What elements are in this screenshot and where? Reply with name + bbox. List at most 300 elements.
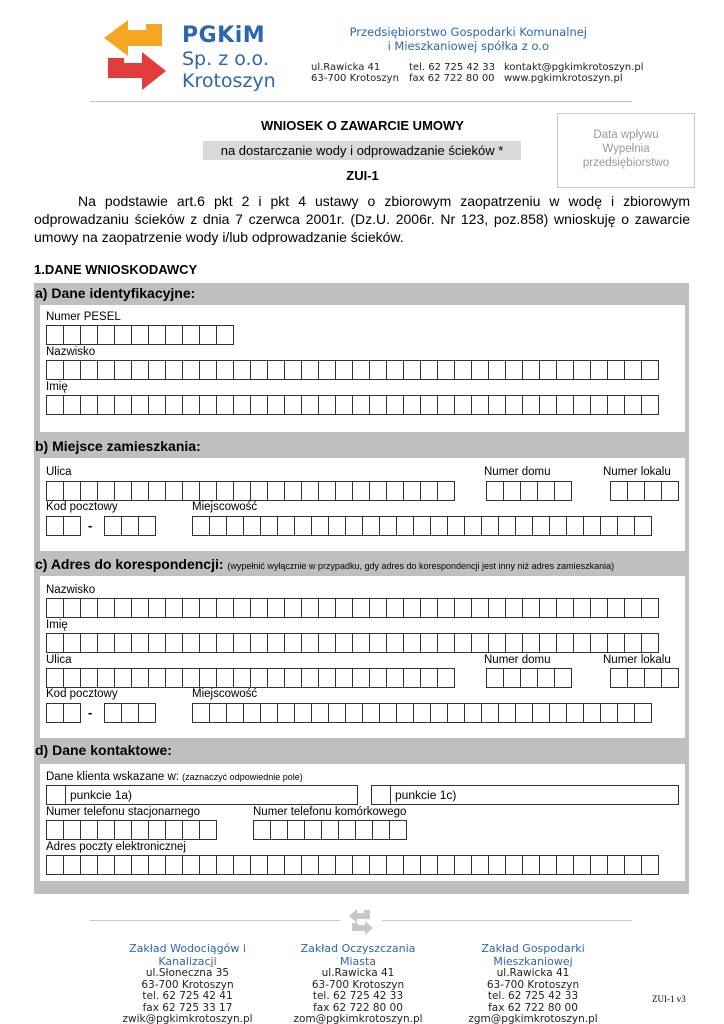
char-cell[interactable]	[199, 325, 217, 345]
char-cell[interactable]	[284, 481, 302, 501]
char-cell[interactable]	[505, 855, 523, 875]
char-cell[interactable]	[114, 360, 132, 380]
char-cell[interactable]	[321, 820, 339, 840]
char-cell[interactable]	[498, 703, 516, 723]
char-cell[interactable]	[556, 855, 574, 875]
char-cell[interactable]	[199, 855, 217, 875]
char-cell[interactable]	[389, 820, 407, 840]
char-cell[interactable]	[199, 481, 217, 501]
char-cell[interactable]	[284, 668, 302, 688]
char-cell[interactable]	[148, 598, 166, 618]
pesel-input[interactable]	[46, 325, 233, 345]
char-cell[interactable]	[352, 668, 370, 688]
char-cell[interactable]	[386, 395, 404, 415]
char-cell[interactable]	[520, 481, 538, 501]
char-cell[interactable]	[114, 481, 132, 501]
char-cell[interactable]	[522, 633, 540, 653]
char-cell[interactable]	[590, 598, 608, 618]
char-cell[interactable]	[250, 481, 268, 501]
char-cell[interactable]	[505, 360, 523, 380]
char-cell[interactable]	[318, 395, 336, 415]
char-cell[interactable]	[80, 633, 98, 653]
char-cell[interactable]	[267, 633, 285, 653]
char-cell[interactable]	[114, 855, 132, 875]
char-cell[interactable]	[226, 516, 244, 536]
char-cell[interactable]	[80, 820, 98, 840]
char-cell[interactable]	[403, 481, 421, 501]
char-cell[interactable]	[250, 395, 268, 415]
char-cell[interactable]	[63, 325, 81, 345]
char-cell[interactable]	[583, 703, 601, 723]
char-cell[interactable]	[413, 703, 431, 723]
char-cell[interactable]	[301, 395, 319, 415]
char-cell[interactable]	[386, 668, 404, 688]
char-cell[interactable]	[165, 395, 183, 415]
char-cell[interactable]	[46, 325, 64, 345]
char-cell[interactable]	[607, 395, 625, 415]
char-cell[interactable]	[498, 516, 516, 536]
char-cell[interactable]	[532, 703, 550, 723]
char-cell[interactable]	[46, 855, 64, 875]
option-1c-checkbox[interactable]	[371, 785, 391, 805]
char-cell[interactable]	[338, 820, 356, 840]
char-cell[interactable]	[420, 395, 438, 415]
char-cell[interactable]	[63, 481, 81, 501]
char-cell[interactable]	[352, 395, 370, 415]
char-cell[interactable]	[182, 360, 200, 380]
char-cell[interactable]	[549, 703, 567, 723]
char-cell[interactable]	[216, 360, 234, 380]
char-cell[interactable]	[369, 395, 387, 415]
char-cell[interactable]	[352, 360, 370, 380]
char-cell[interactable]	[590, 395, 608, 415]
char-cell[interactable]	[403, 668, 421, 688]
char-cell[interactable]	[199, 633, 217, 653]
char-cell[interactable]	[573, 360, 591, 380]
char-cell[interactable]	[114, 325, 132, 345]
char-cell[interactable]	[420, 855, 438, 875]
postcode-part1-input[interactable]	[46, 516, 80, 536]
char-cell[interactable]	[121, 703, 139, 723]
char-cell[interactable]	[437, 481, 455, 501]
char-cell[interactable]	[386, 598, 404, 618]
char-cell[interactable]	[318, 360, 336, 380]
char-cell[interactable]	[46, 668, 64, 688]
char-cell[interactable]	[539, 395, 557, 415]
city-input[interactable]	[192, 516, 651, 536]
char-cell[interactable]	[403, 855, 421, 875]
char-cell[interactable]	[253, 820, 271, 840]
char-cell[interactable]	[284, 598, 302, 618]
char-cell[interactable]	[165, 598, 183, 618]
char-cell[interactable]	[80, 360, 98, 380]
char-cell[interactable]	[121, 516, 139, 536]
char-cell[interactable]	[267, 855, 285, 875]
char-cell[interactable]	[114, 633, 132, 653]
char-cell[interactable]	[97, 820, 115, 840]
char-cell[interactable]	[97, 855, 115, 875]
char-cell[interactable]	[209, 703, 227, 723]
char-cell[interactable]	[63, 395, 81, 415]
char-cell[interactable]	[532, 516, 550, 536]
char-cell[interactable]	[46, 820, 64, 840]
char-cell[interactable]	[355, 820, 373, 840]
char-cell[interactable]	[566, 703, 584, 723]
char-cell[interactable]	[46, 360, 64, 380]
corr-city-input[interactable]	[192, 703, 651, 723]
char-cell[interactable]	[590, 855, 608, 875]
char-cell[interactable]	[372, 820, 390, 840]
char-cell[interactable]	[182, 820, 200, 840]
char-cell[interactable]	[362, 516, 380, 536]
char-cell[interactable]	[522, 395, 540, 415]
char-cell[interactable]	[80, 855, 98, 875]
char-cell[interactable]	[182, 633, 200, 653]
char-cell[interactable]	[63, 633, 81, 653]
char-cell[interactable]	[301, 360, 319, 380]
char-cell[interactable]	[515, 703, 533, 723]
char-cell[interactable]	[131, 598, 149, 618]
char-cell[interactable]	[46, 481, 64, 501]
char-cell[interactable]	[386, 855, 404, 875]
char-cell[interactable]	[97, 325, 115, 345]
char-cell[interactable]	[304, 820, 322, 840]
char-cell[interactable]	[352, 855, 370, 875]
char-cell[interactable]	[182, 598, 200, 618]
char-cell[interactable]	[199, 395, 217, 415]
char-cell[interactable]	[573, 598, 591, 618]
char-cell[interactable]	[63, 703, 81, 723]
char-cell[interactable]	[294, 516, 312, 536]
char-cell[interactable]	[148, 855, 166, 875]
char-cell[interactable]	[148, 481, 166, 501]
char-cell[interactable]	[46, 703, 64, 723]
char-cell[interactable]	[243, 516, 261, 536]
char-cell[interactable]	[335, 598, 353, 618]
char-cell[interactable]	[267, 668, 285, 688]
char-cell[interactable]	[97, 598, 115, 618]
landline-input[interactable]	[46, 820, 216, 840]
char-cell[interactable]	[209, 516, 227, 536]
char-cell[interactable]	[114, 668, 132, 688]
char-cell[interactable]	[627, 668, 645, 688]
char-cell[interactable]	[624, 598, 642, 618]
char-cell[interactable]	[437, 360, 455, 380]
char-cell[interactable]	[192, 703, 210, 723]
char-cell[interactable]	[573, 633, 591, 653]
char-cell[interactable]	[454, 598, 472, 618]
char-cell[interactable]	[537, 481, 555, 501]
char-cell[interactable]	[573, 395, 591, 415]
char-cell[interactable]	[131, 395, 149, 415]
mobile-input[interactable]	[253, 820, 406, 840]
char-cell[interactable]	[379, 516, 397, 536]
char-cell[interactable]	[250, 633, 268, 653]
char-cell[interactable]	[46, 598, 64, 618]
char-cell[interactable]	[131, 360, 149, 380]
char-cell[interactable]	[270, 820, 288, 840]
char-cell[interactable]	[335, 481, 353, 501]
char-cell[interactable]	[287, 820, 305, 840]
char-cell[interactable]	[131, 633, 149, 653]
char-cell[interactable]	[522, 598, 540, 618]
char-cell[interactable]	[260, 703, 278, 723]
char-cell[interactable]	[352, 633, 370, 653]
char-cell[interactable]	[539, 598, 557, 618]
option-1a-checkbox[interactable]	[46, 785, 66, 805]
char-cell[interactable]	[369, 598, 387, 618]
char-cell[interactable]	[199, 820, 217, 840]
char-cell[interactable]	[464, 703, 482, 723]
char-cell[interactable]	[284, 360, 302, 380]
corr-surname-input[interactable]	[46, 598, 658, 618]
char-cell[interactable]	[335, 633, 353, 653]
corr-postcode-part2-input[interactable]	[104, 703, 155, 723]
char-cell[interactable]	[556, 360, 574, 380]
char-cell[interactable]	[420, 598, 438, 618]
char-cell[interactable]	[554, 668, 572, 688]
char-cell[interactable]	[267, 598, 285, 618]
char-cell[interactable]	[641, 395, 659, 415]
char-cell[interactable]	[165, 668, 183, 688]
char-cell[interactable]	[437, 668, 455, 688]
char-cell[interactable]	[505, 633, 523, 653]
char-cell[interactable]	[420, 481, 438, 501]
char-cell[interactable]	[641, 633, 659, 653]
char-cell[interactable]	[318, 598, 336, 618]
char-cell[interactable]	[165, 325, 183, 345]
char-cell[interactable]	[148, 668, 166, 688]
char-cell[interactable]	[503, 481, 521, 501]
char-cell[interactable]	[216, 668, 234, 688]
char-cell[interactable]	[447, 516, 465, 536]
char-cell[interactable]	[413, 516, 431, 536]
char-cell[interactable]	[600, 516, 618, 536]
char-cell[interactable]	[80, 325, 98, 345]
char-cell[interactable]	[386, 481, 404, 501]
char-cell[interactable]	[131, 325, 149, 345]
char-cell[interactable]	[63, 820, 81, 840]
corr-flat-number-input[interactable]	[610, 668, 678, 688]
char-cell[interactable]	[165, 360, 183, 380]
street-input[interactable]	[46, 481, 454, 501]
char-cell[interactable]	[233, 633, 251, 653]
corr-house-number-input[interactable]	[486, 668, 571, 688]
char-cell[interactable]	[610, 481, 628, 501]
char-cell[interactable]	[250, 668, 268, 688]
char-cell[interactable]	[573, 855, 591, 875]
char-cell[interactable]	[447, 703, 465, 723]
char-cell[interactable]	[420, 668, 438, 688]
char-cell[interactable]	[345, 516, 363, 536]
char-cell[interactable]	[369, 668, 387, 688]
char-cell[interactable]	[437, 633, 455, 653]
char-cell[interactable]	[403, 598, 421, 618]
char-cell[interactable]	[471, 598, 489, 618]
char-cell[interactable]	[182, 325, 200, 345]
char-cell[interactable]	[138, 516, 156, 536]
char-cell[interactable]	[97, 481, 115, 501]
char-cell[interactable]	[537, 668, 555, 688]
char-cell[interactable]	[522, 360, 540, 380]
char-cell[interactable]	[63, 516, 81, 536]
char-cell[interactable]	[233, 668, 251, 688]
char-cell[interactable]	[301, 633, 319, 653]
char-cell[interactable]	[505, 598, 523, 618]
char-cell[interactable]	[471, 633, 489, 653]
char-cell[interactable]	[624, 395, 642, 415]
char-cell[interactable]	[420, 633, 438, 653]
char-cell[interactable]	[284, 633, 302, 653]
char-cell[interactable]	[634, 703, 652, 723]
char-cell[interactable]	[335, 855, 353, 875]
char-cell[interactable]	[63, 855, 81, 875]
char-cell[interactable]	[284, 855, 302, 875]
char-cell[interactable]	[335, 395, 353, 415]
char-cell[interactable]	[554, 481, 572, 501]
char-cell[interactable]	[267, 395, 285, 415]
postcode-part2-input[interactable]	[104, 516, 155, 536]
char-cell[interactable]	[138, 703, 156, 723]
char-cell[interactable]	[403, 633, 421, 653]
char-cell[interactable]	[437, 598, 455, 618]
char-cell[interactable]	[515, 516, 533, 536]
house-number-input[interactable]	[486, 481, 571, 501]
char-cell[interactable]	[607, 360, 625, 380]
char-cell[interactable]	[131, 855, 149, 875]
char-cell[interactable]	[539, 633, 557, 653]
char-cell[interactable]	[617, 516, 635, 536]
char-cell[interactable]	[607, 633, 625, 653]
char-cell[interactable]	[520, 668, 538, 688]
char-cell[interactable]	[131, 481, 149, 501]
first-name-input[interactable]	[46, 395, 658, 415]
char-cell[interactable]	[624, 633, 642, 653]
char-cell[interactable]	[114, 395, 132, 415]
char-cell[interactable]	[301, 855, 319, 875]
corr-first-name-input[interactable]	[46, 633, 658, 653]
char-cell[interactable]	[464, 516, 482, 536]
char-cell[interactable]	[641, 360, 659, 380]
char-cell[interactable]	[403, 395, 421, 415]
char-cell[interactable]	[301, 481, 319, 501]
char-cell[interactable]	[454, 360, 472, 380]
char-cell[interactable]	[369, 360, 387, 380]
char-cell[interactable]	[250, 360, 268, 380]
char-cell[interactable]	[379, 703, 397, 723]
char-cell[interactable]	[318, 633, 336, 653]
char-cell[interactable]	[148, 633, 166, 653]
char-cell[interactable]	[216, 395, 234, 415]
char-cell[interactable]	[80, 598, 98, 618]
char-cell[interactable]	[250, 598, 268, 618]
char-cell[interactable]	[148, 395, 166, 415]
char-cell[interactable]	[260, 516, 278, 536]
char-cell[interactable]	[488, 855, 506, 875]
char-cell[interactable]	[199, 360, 217, 380]
char-cell[interactable]	[114, 820, 132, 840]
char-cell[interactable]	[352, 481, 370, 501]
char-cell[interactable]	[165, 820, 183, 840]
char-cell[interactable]	[641, 598, 659, 618]
char-cell[interactable]	[226, 703, 244, 723]
char-cell[interactable]	[216, 598, 234, 618]
char-cell[interactable]	[488, 395, 506, 415]
char-cell[interactable]	[294, 703, 312, 723]
char-cell[interactable]	[63, 598, 81, 618]
char-cell[interactable]	[233, 855, 251, 875]
char-cell[interactable]	[634, 516, 652, 536]
char-cell[interactable]	[403, 360, 421, 380]
char-cell[interactable]	[539, 855, 557, 875]
char-cell[interactable]	[644, 668, 662, 688]
char-cell[interactable]	[641, 855, 659, 875]
char-cell[interactable]	[430, 703, 448, 723]
char-cell[interactable]	[46, 633, 64, 653]
char-cell[interactable]	[165, 855, 183, 875]
char-cell[interactable]	[454, 633, 472, 653]
receipt-date-box[interactable]	[557, 113, 695, 188]
char-cell[interactable]	[471, 360, 489, 380]
char-cell[interactable]	[556, 633, 574, 653]
char-cell[interactable]	[624, 360, 642, 380]
char-cell[interactable]	[284, 395, 302, 415]
char-cell[interactable]	[165, 633, 183, 653]
char-cell[interactable]	[318, 668, 336, 688]
char-cell[interactable]	[617, 703, 635, 723]
char-cell[interactable]	[233, 481, 251, 501]
char-cell[interactable]	[661, 668, 679, 688]
char-cell[interactable]	[148, 360, 166, 380]
char-cell[interactable]	[250, 855, 268, 875]
char-cell[interactable]	[318, 855, 336, 875]
char-cell[interactable]	[556, 395, 574, 415]
char-cell[interactable]	[46, 395, 64, 415]
char-cell[interactable]	[199, 668, 217, 688]
char-cell[interactable]	[627, 481, 645, 501]
char-cell[interactable]	[301, 598, 319, 618]
char-cell[interactable]	[396, 703, 414, 723]
char-cell[interactable]	[486, 668, 504, 688]
char-cell[interactable]	[311, 703, 329, 723]
char-cell[interactable]	[216, 325, 234, 345]
char-cell[interactable]	[335, 668, 353, 688]
char-cell[interactable]	[481, 703, 499, 723]
char-cell[interactable]	[488, 598, 506, 618]
char-cell[interactable]	[104, 703, 122, 723]
char-cell[interactable]	[216, 633, 234, 653]
char-cell[interactable]	[583, 516, 601, 536]
char-cell[interactable]	[267, 481, 285, 501]
char-cell[interactable]	[644, 481, 662, 501]
char-cell[interactable]	[471, 855, 489, 875]
char-cell[interactable]	[311, 516, 329, 536]
char-cell[interactable]	[369, 855, 387, 875]
char-cell[interactable]	[267, 360, 285, 380]
char-cell[interactable]	[63, 668, 81, 688]
char-cell[interactable]	[182, 855, 200, 875]
email-input[interactable]	[46, 855, 658, 875]
char-cell[interactable]	[539, 360, 557, 380]
char-cell[interactable]	[488, 360, 506, 380]
char-cell[interactable]	[182, 481, 200, 501]
char-cell[interactable]	[505, 395, 523, 415]
char-cell[interactable]	[97, 395, 115, 415]
char-cell[interactable]	[80, 668, 98, 688]
char-cell[interactable]	[104, 516, 122, 536]
char-cell[interactable]	[454, 855, 472, 875]
char-cell[interactable]	[335, 360, 353, 380]
